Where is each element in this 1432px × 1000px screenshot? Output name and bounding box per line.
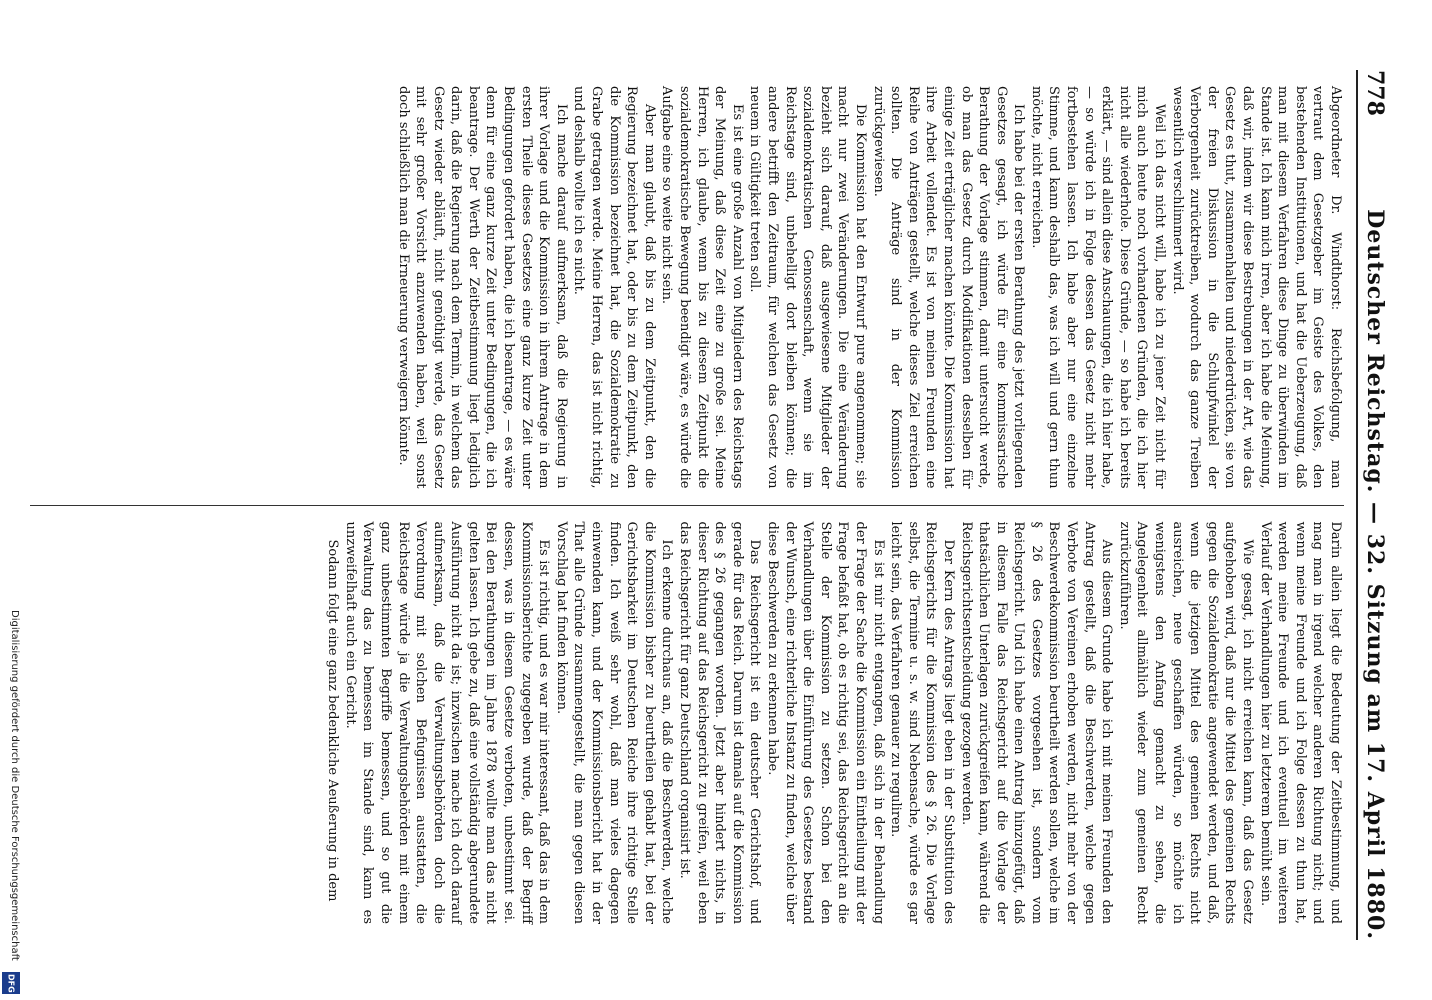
- page-header: [1356, 70, 1392, 940]
- page-title: Deutscher Reichstag. — 32. Sitzung am 17. April 1880.: [1362, 209, 1388, 940]
- page-number: 778: [1362, 70, 1388, 116]
- paragraph: Weil ich das nicht will, habe ich zu jener Zeit nicht für mich auch heute noch vorhandenen Gründen, die ich hier nicht alle wiederhole. Diese Gründe, — so habe ich bereits erklärt, — sind allein diese Anschauungen, die ich hier habe, — so würde ich in Folge dessen das Gesetz nicht mehr fortbestehen lassen. Ich habe aber nur eine einzelne Stimme, und kann deshalb das, was ich will und gern thun möchte, nicht erreichen.: [1028, 86, 1168, 489]
- paragraph: Ich habe bei der ersten Berathung des jetzt vorliegenden Gesetzes gesagt, ich würde für eine kommissarische Berathung der Vorlage stimmen, damit untersucht werde, ob man das Gesetz durch Modifikationen desselben für einige Zeit erträglicher machen könnte. Die Kommission hat ihre Arbeit vollendet. Es ist von meinen Freunden eine Reihe von Anträgen gestellt, welche dieses Ziel erreichen sollten. Die Anträge sind in der Kommission zurückgewiesen.: [870, 86, 1027, 489]
- dfg-logo-icon: DFG: [2, 972, 20, 994]
- digitization-credit: Digitalisierung gefördert durch die Deutsche Forschungsgemeinschaft: [9, 610, 20, 961]
- text-columns: [30, 70, 1344, 940]
- column-left: [30, 70, 1344, 505]
- paragraph: Ich mache darauf aufmerksam, daß die Regierung in ihrer Vorlage und die Kommission in ihrem Antrage in dem ersten Theile dieses Gesetzes eine ganz kurze Zeit unter Bedingungen gefordert haben, die ich beantrage, — es wäre denn für eine ganz kurze Zeit unter Bedingungen, die ich beantrage. Der Werth der Zeitbestimmung liegt lediglich darin, daß die Regierung nach dem Termin, in welchem das Gesetz wieder abläuft, nicht genöthigt werde, das Gesetz mit sehr großer Vorsicht anzuwenden haben, weil sonst doch schließlich man die Erneuerung verweigern könnte.: [395, 86, 569, 489]
- paragraph: Ich erkenne durchaus an, daß die Beschwerden, welche die Kommission bisher zu beurtheilen gehabt hat, bei der Gerichtsbarkeit im Deutschen Reiche ihre richtige Stelle finden. Ich weiß sehr wohl, daß man vieles dagegen einwenden kann, und der Kommissionsbericht hat in der That alle Gründe zusammengestellt, die man gegen diesen Vorschlag hat finden können.: [553, 521, 675, 924]
- paragraph: Darin allein liegt die Bedeutung der Zeitbestimmung, und mag man in irgend welcher anderen Richtung nicht; und wenn meine Freunde und ich Folge dessen zu thun hat, werden meine Freunde und ich eventuell im weiteren Verlauf der Verhandlungen hier zu letzterem bemüht sein.: [1257, 521, 1343, 924]
- paragraph: Es ist richtig, und es war mir interessant, daß das in dem Kommissionsberichte zugegeben wurde, daß der Begriff dessen, was in diesem Gesetze verboten, unbestimmt sei. Bei den Berathungen im Jahre 1878 wollte man das nicht gelten lassen. Ich gebe zu, daß eine vollständig abgerundete Ausführung nicht da ist; inzwischen mache ich doch darauf aufmerksam, daß die Verwaltungsbehörden doch die Verordnung mit solchen Befugnissen ausstatten, die Reichstage würde ja die Verwaltungsbehörden mit einem ganz unbestimmten Begriffe bemessen, und so gut die Verwaltung das zu bemessen im Stande sind, kann es unzweifelhaft auch ein Gericht.: [342, 521, 552, 924]
- paragraph: Die Kommission hat den Entwurf pure angenommen; sie macht nur zwei Veränderungen. Die eine Veränderung bezieht sich darauf, daß ausgewiesene Mitglieder der sozialdemokratischen Genossenschaft, wenn sie im Reichstage sind, unbehelligt dort bleiben können; die andere betrifft den Zeitraum, für welchen das Gesetz von neuem in Gültigkeit treten soll.: [747, 86, 868, 489]
- column-right: [30, 505, 1344, 941]
- paragraph: Wie gesagt, ich nicht erreichen kann, daß das Gesetz aufgehoben wird, daß nur die Mittel des gemeinen Rechts gegen die Sozialdemokratie angewendet werden, und daß, wenn die jetzigen Mittel des gemeinen Rechts nicht ausreichen, neue geschaffen würden, so möchte ich wenigstens den Anfang gemacht zu sehen, die Angelegenheit allmählich wieder zum gemeinen Recht zurückzuführen.: [1116, 521, 1256, 924]
- paragraph: Der Kern des Antrags liegt eben in der Substitution des Reichsgerichts für die Kommission des § 26. Die Vorlage selbst, die Termine u. s. w. sind Nebensache, würde es gar leicht sein, das Verfahren genauer zu reguliren.: [888, 521, 956, 924]
- paragraph: Es ist mir nicht entgangen, daß sich in der Behandlung der Frage der Sache die Kommission ein Eintheilung mit der Frage befaßt hat, ob es richtig sei, das Reichsgericht an die Stelle der Kommission zu setzen. Schon bei den Verhandlungen über die Einführung des Gesetzes bestand der Wunsch, eine richterliche Instanz zu finden, welche über diese Beschwerden zu erkennen habe.: [765, 521, 886, 924]
- paragraph: Aus diesem Grunde habe ich mit meinen Freunden den Antrag gestellt, daß die Beschwerden, welche gegen Verbote von Vereinen erhoben werden, nicht mehr von der Beschwerdekommission beurtheilt werden sollen, welche im § 26 des Gesetzes vorgesehen ist, sondern vom Reichsgericht. Und ich habe einen Antrag hinzugefügt, daß in diesem Falle das Reichsgericht auf die Vorlage der thatsächlichen Unterlagen zurückgreifen kann, während die Reichsgerichtsentscheidung gezogen werden.: [958, 521, 1115, 924]
- paragraph: Aber man glaubt, daß bis zu dem Zeitpunkt, den die Regierung bezeichnet hat, oder bis zu dem Zeitpunkt, den die Kommission bezeichnet hat, die Sozialdemokratie zu Grabe getragen werde. Meine Herren, das ist nicht richtig, und deshalb wollte ich es nicht.: [571, 86, 657, 489]
- paragraph: Das Reichsgericht ist ein deutscher Gerichtshof, und gerade für das Reich. Darum ist damals auf die Kommission des § 26 gegangen worden. Jetzt aber hindert nichts, in dieser Richtung auf das Reichsgericht zu greifen, weil eben das Reichsgericht für ganz Deutschland organisirt ist.: [677, 521, 763, 924]
- paragraph: Sodann folgt eine ganz bedenkliche Aeußerung in dem: [325, 539, 341, 902]
- paragraph: Es ist eine große Anzahl von Mitgliedern des Reichstags der Meinung, daß diese Zeit eine zu große sei. Meine Herren, ich glaube, wenn bis zu diesem Zeitpunkt die sozialdemokratische Bewegung beendigt wäre, es würde die Aufgabe eine so weite nicht sein.: [659, 86, 745, 489]
- paragraph: Abgeordneter Dr. Windthorst: Reichsbefolgung, man vertraut dem Gesetzgeber im Geiste des Volkes, den bestehenden Institutionen, und hat die Ueberzeugung, daß man mit diesem Verfahren diese Dinge zu überwinden im Stande ist. Ich kann mich irren, aber ich habe die Meinung, daß wir, indem wir diese Bestrebungen in der Art, wie das Gesetz es thut, zusammenhalten und niederdrücken, sie von der freien Diskussion in die Schlupfwinkel der Verborgenheit zurücktreiben, wodurch das ganze Treiben wesentlich verschlimmert wird.: [1169, 86, 1343, 489]
